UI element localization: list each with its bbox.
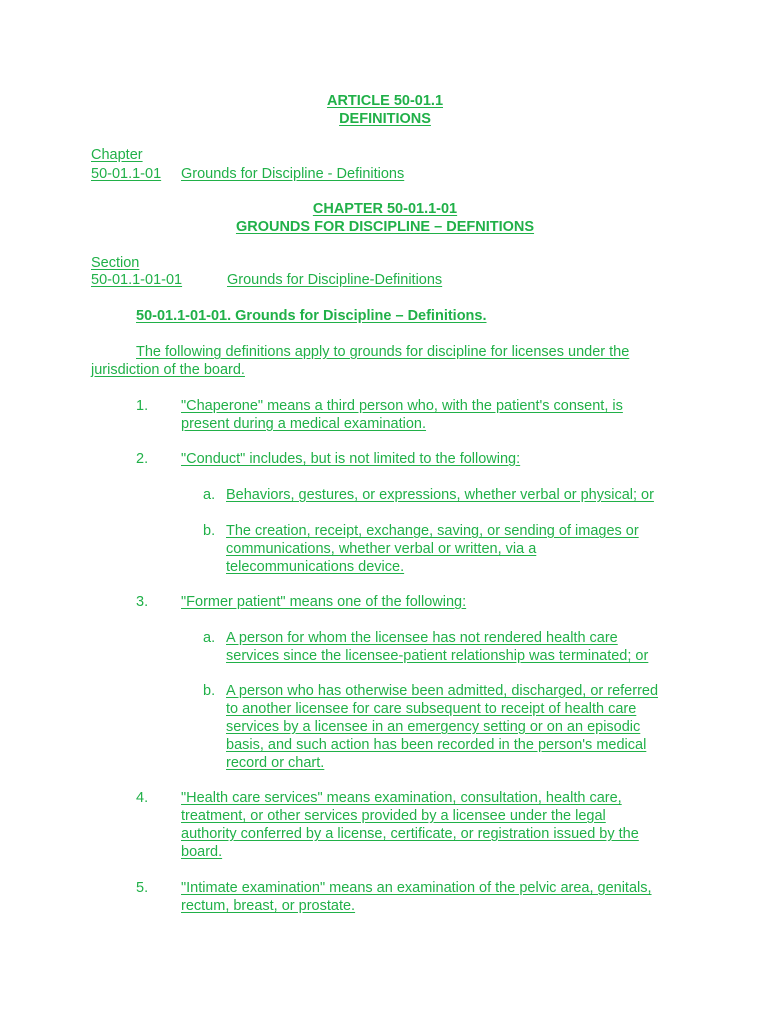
section-index-number: 50-01.1-01-01 [91, 272, 183, 288]
intro-line-1: The following definitions apply to grounds for discipline for licenses under the [136, 344, 630, 360]
former-a-line-1: A person for whom the licensee has not rendered health care [226, 630, 618, 646]
conduct-b-line-3: telecommunications device. [226, 559, 405, 575]
subitem-letter: a. [203, 487, 216, 503]
chapter-index-number: 50-01.1-01 [91, 166, 162, 182]
item-5-line-2: rectum, breast, or prostate. [181, 898, 356, 914]
item-2-line-1: "Conduct" includes, but is not limited to the following: [181, 451, 521, 467]
item-1-line-1: "Chaperone" means a third person who, with the patient's consent, is [181, 398, 623, 414]
item-4-line-4: board. [181, 844, 223, 860]
item-number: 4. [136, 790, 149, 806]
item-number: 1. [136, 398, 149, 414]
former-a-line-2: services since the licensee-patient relationship was terminated; or [226, 648, 649, 664]
subitem-letter: b. [203, 523, 216, 539]
intro-line-2: jurisdiction of the board. [91, 362, 245, 378]
item-1-line-2: present during a medical examination. [181, 416, 427, 432]
item-4-line-3: authority conferred by a license, certificate, or registration issued by the [181, 826, 639, 842]
item-4-line-2: treatment, or other services provided by a licensee under the legal [181, 808, 606, 824]
conduct-a-line-1: Behaviors, gestures, or expressions, whether verbal or physical; or [226, 487, 654, 503]
section-index-label: Section [91, 255, 140, 271]
former-b-line-2: to another licensee for care subsequent to receipt of health care [226, 701, 637, 717]
article-title: DEFINITIONS [339, 111, 431, 127]
item-4-line-1: "Health care services" means examination, consultation, health care, [181, 790, 622, 806]
chapter-index-label: Chapter [91, 147, 143, 163]
item-5-line-1: "Intimate examination" means an examination of the pelvic area, genitals, [181, 880, 652, 896]
subitem-letter: b. [203, 683, 216, 699]
conduct-b-line-1: The creation, receipt, exchange, saving, or sending of images or [226, 523, 639, 539]
section-index-title: Grounds for Discipline-Definitions [227, 272, 443, 288]
item-number: 5. [136, 880, 149, 896]
subitem-letter: a. [203, 630, 216, 646]
former-b-line-3: services by a licensee in an emergency setting or on an episodic [226, 719, 641, 735]
chapter-index-title: Grounds for Discipline - Definitions [181, 166, 405, 182]
section-heading: 50-01.1-01-01. Grounds for Discipline – Definitions. [136, 308, 487, 324]
chapter-title: GROUNDS FOR DISCIPLINE – DEFNITIONS [235, 219, 535, 235]
former-b-line-1: A person who has otherwise been admitted, discharged, or referred [226, 683, 659, 699]
item-number: 3. [136, 594, 149, 610]
item-3-line-1: "Former patient" means one of the following: [181, 594, 467, 610]
former-b-line-5: record or chart. [226, 755, 325, 771]
conduct-b-line-2: communications, whether verbal or written, via a [226, 541, 537, 557]
article-number: ARTICLE 50-01.1 [326, 93, 444, 109]
item-number: 2. [136, 451, 149, 467]
former-b-line-4: basis, and such action has been recorded in the person's medical [226, 737, 647, 753]
chapter-number: CHAPTER 50-01.1-01 [312, 201, 458, 217]
